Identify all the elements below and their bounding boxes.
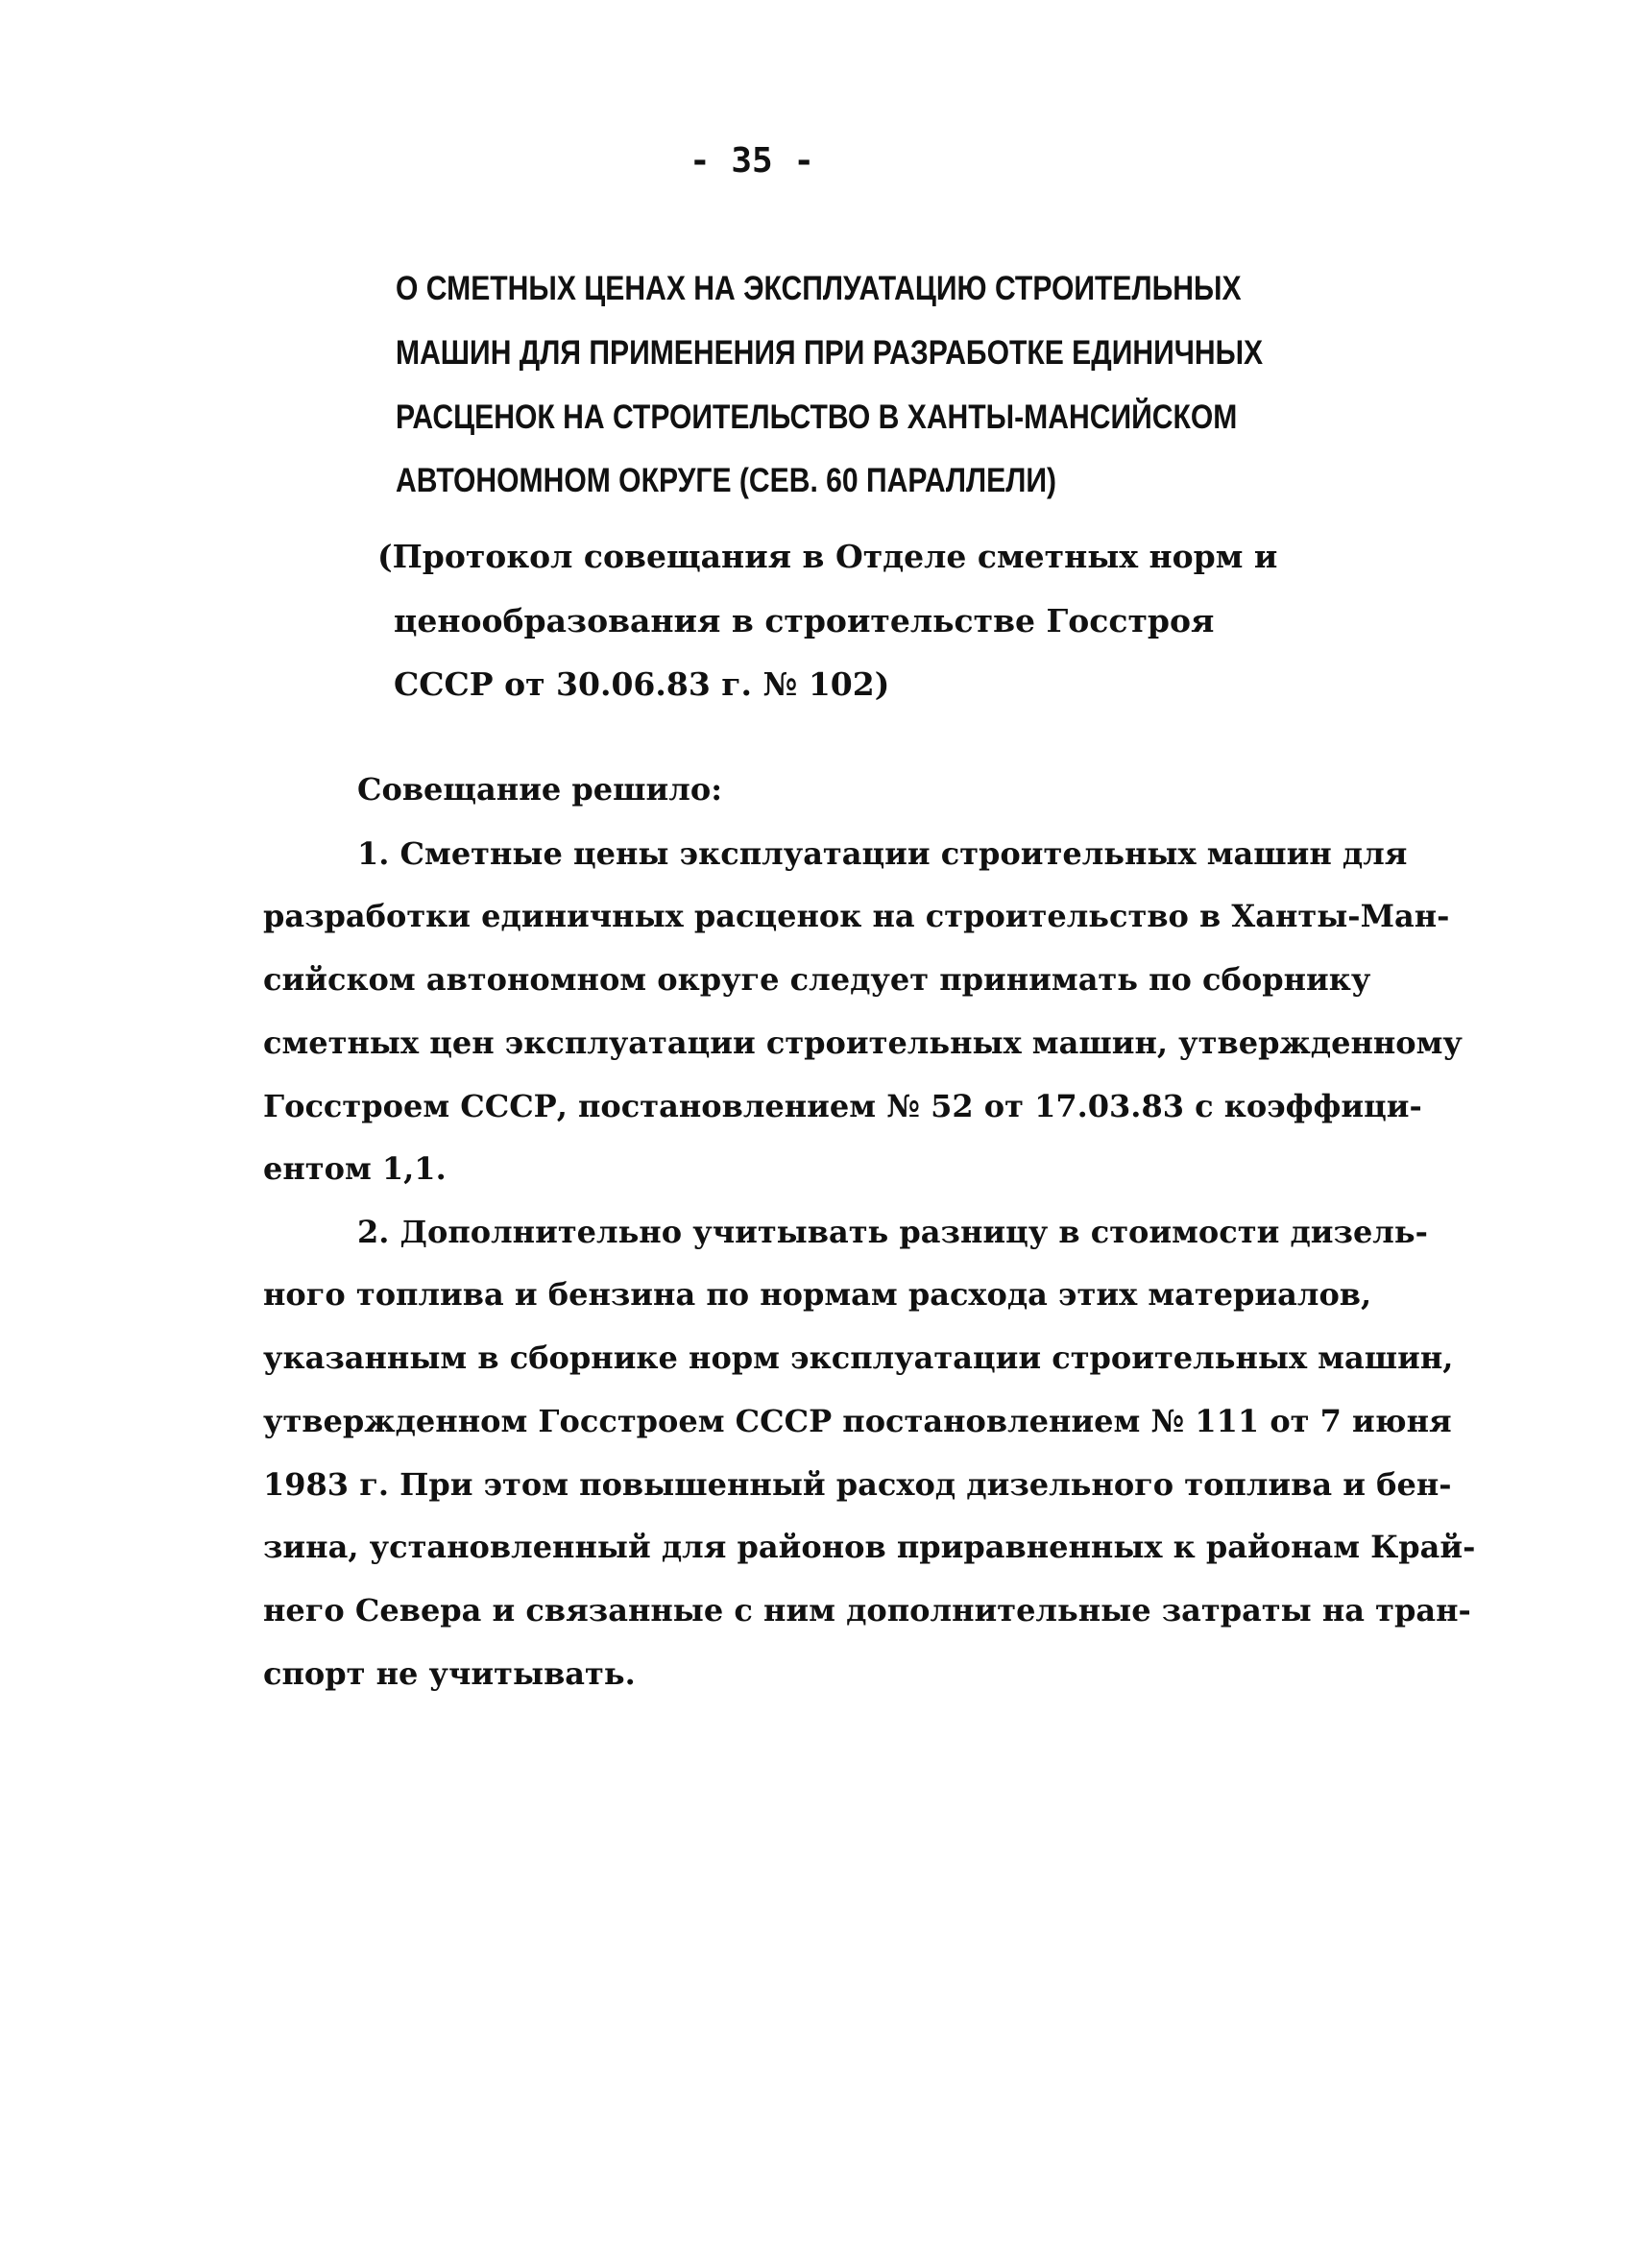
protocol-line: (Протокол совещания в Отделе сметных норм и (377, 538, 1278, 575)
paragraph-line: 2. Дополнительно учитывать разницу в стоимости дизель- (357, 1214, 1428, 1250)
paragraph-line: ного топлива и бензина по нормам расхода этих материалов, (263, 1276, 1372, 1313)
paragraph-line: сметных цен эксплуатации строительных машин, утвержденному (263, 1025, 1463, 1061)
paragraph-line: 1. Сметные цены эксплуатации строительных машин для (357, 835, 1408, 872)
protocol-line: ценообразования в строительстве Госстроя (394, 602, 1215, 639)
paragraph-line: ентом 1,1. (263, 1150, 447, 1187)
title-line: МАШИН ДЛЯ ПРИМЕНЕНИЯ ПРИ РАЗРАБОТКЕ ЕДИНИЧНЫХ (396, 334, 1264, 372)
protocol-line: СССР от 30.06.83 г. № 102) (394, 665, 890, 703)
paragraph-line: сийском автономном округе следует принимать по сборнику (263, 961, 1371, 998)
title-line: АВТОНОМНОМ ОКРУГЕ (СЕВ. 60 ПАРАЛЛЕЛИ) (396, 462, 1057, 499)
title-line: РАСЦЕНОК НА СТРОИТЕЛЬСТВО В ХАНТЫ-МАНСИЙСКОМ (396, 398, 1238, 436)
title-line: О СМЕТНЫХ ЦЕНАХ НА ЭКСПЛУАТАЦИЮ СТРОИТЕЛЬНЫХ (396, 270, 1242, 307)
paragraph-line: зина, установленный для районов приравненных к районам Край- (263, 1529, 1476, 1565)
paragraph-line: спорт не учитывать. (263, 1655, 636, 1692)
paragraph-line: 1983 г. При этом повышенный расход дизельного топлива и бен- (263, 1466, 1452, 1503)
decision-heading: Совещание решило: (357, 771, 722, 808)
page-number: - 35 - (689, 141, 815, 181)
paragraph-line: разработки единичных расценок на строительство в Ханты-Ман- (263, 898, 1450, 934)
paragraph-line: него Севера и связанные с ним дополнительные затраты на тран- (263, 1592, 1471, 1629)
paragraph-line: Госстроем СССР, постановлением № 52 от 17.03.83 с коэффици- (263, 1088, 1422, 1124)
paragraph-line: указанным в сборнике норм эксплуатации строительных машин, (263, 1339, 1454, 1376)
paragraph-line: утвержденном Госстроем СССР постановлением № 111 от 7 июня (263, 1403, 1452, 1439)
